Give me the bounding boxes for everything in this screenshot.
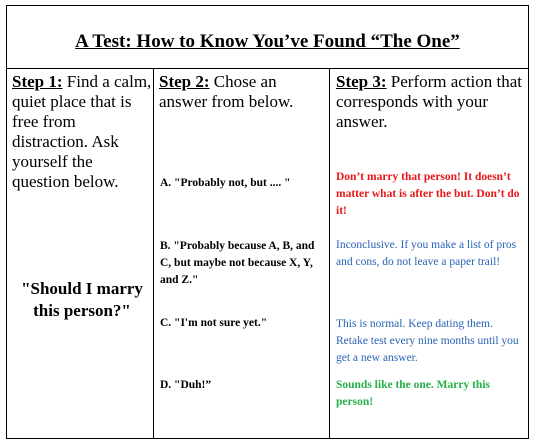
page-title: A Test: How to Know You’ve Found “The One” <box>75 31 460 52</box>
step2-label: Step 2: <box>159 72 210 91</box>
step2-text: Chose an answer from below. <box>159 72 294 111</box>
answer-a: A. "Probably not, but .... " <box>160 177 291 189</box>
column-divider-1 <box>153 68 154 439</box>
answer-b: B. "Probably because A, B, and C, but maybe not because X, Y, and Z." <box>160 240 315 286</box>
table-frame <box>6 5 529 439</box>
action-d: Sounds like the one. Marry this person! <box>336 379 490 408</box>
step1-text: Find a calm, quiet place that is free from distraction. Ask yourself the question below. <box>12 72 152 191</box>
step1-label: Step 1: <box>12 72 63 91</box>
step1-cell <box>12 72 152 192</box>
column-divider-2 <box>329 68 330 439</box>
step3-label: Step 3: <box>336 72 387 91</box>
step2-cell <box>159 72 327 112</box>
step3-text: Perform action that corresponds with your answer. <box>336 72 523 131</box>
action-a: Don’t marry that person! It doesn’t matter what is after the but. Don’t do it! <box>336 171 520 217</box>
question-text: "Should I marry this person?" <box>21 279 143 320</box>
answer-c: C. "I'm not sure yet." <box>160 317 268 329</box>
answer-d: D. "Duh!” <box>160 379 212 391</box>
action-c: This is normal. Keep dating them. Retake test every nine months until you get a new answer. <box>336 318 519 364</box>
step3-cell <box>336 72 524 132</box>
title-divider <box>6 68 529 69</box>
action-b: Inconclusive. If you make a list of pros and cons, do not leave a paper trail! <box>336 239 517 268</box>
